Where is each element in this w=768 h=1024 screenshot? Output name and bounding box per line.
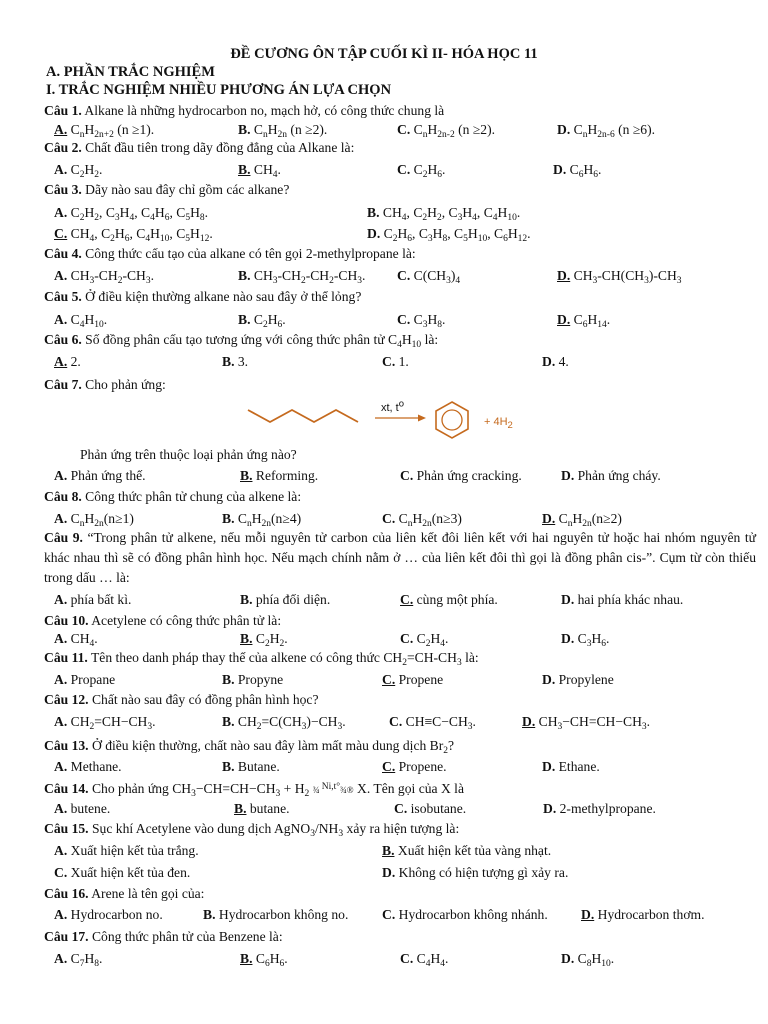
q12-option-c[interactable]: C. $CH\equiv C-CH_3$.: [389, 714, 476, 732]
q6-option-d[interactable]: D. 4.: [542, 354, 569, 369]
q2-option-b[interactable]: B. $CH_4$.: [238, 162, 281, 180]
section-i-heading: I. TRẮC NGHIỆM NHIỀU PHƯƠNG ÁN LỰA CHỌN: [46, 82, 392, 98]
q8-option-c[interactable]: C. $C_nH_{2n}(n\ge 3)$: [382, 511, 462, 529]
benzene-ring: [436, 402, 468, 438]
q12-option-a[interactable]: A. $CH_2=CH-CH_3$.: [54, 714, 156, 732]
q14-option-d[interactable]: D. 2-methylpropane.: [543, 801, 656, 816]
q5-option-d[interactable]: D. $C_6H_{14}$.: [557, 312, 611, 330]
q13-option-c[interactable]: C. Propene.: [382, 759, 447, 774]
question-17: Câu 17. Công thức phân tử của Benzene là:: [44, 929, 283, 944]
q12-option-d[interactable]: D. $CH_3-CH=CH-CH_3$.: [522, 714, 651, 732]
q9-option-c[interactable]: C. cùng một phía.: [400, 592, 498, 607]
hexane-skeleton: [248, 410, 358, 422]
q17-option-a[interactable]: A. $C_7H_8$.: [54, 951, 103, 969]
q16-option-a[interactable]: A. Hydrocarbon no.: [54, 907, 163, 922]
q1-option-d[interactable]: D. $C_nH_{2n-6}$ (n ≥6).: [557, 122, 656, 140]
q8-option-d[interactable]: D. $C_nH_{2n}(n\ge 2)$: [542, 511, 622, 529]
question-11: Câu 11. Tên theo danh pháp thay thế của alkene có công thức $CH_2=CH-CH_3$ là:: [44, 650, 479, 668]
question-1: Câu 1. Alkane là những hydrocarbon no, mạch hở, có công thức chung là: [44, 103, 445, 118]
q11-option-b[interactable]: B. Propyne: [222, 672, 284, 687]
q17-option-d[interactable]: D. $C_8H_{10}$.: [561, 951, 615, 969]
q11-option-d[interactable]: D. Propylene: [542, 672, 614, 687]
question-2: Câu 2. Chất đầu tiên trong dãy đồng đẳng của Alkane là:: [44, 140, 355, 155]
q10-option-c[interactable]: C. $C_2H_4$.: [400, 631, 449, 649]
q12-option-b[interactable]: B. $CH_2=C(CH_3)-CH_3$.: [222, 714, 346, 732]
q13-option-b[interactable]: B. Butane.: [222, 759, 280, 774]
q10-option-b[interactable]: B. $C_2H_2$.: [240, 631, 288, 649]
question-10: Câu 10. Acetylene có công thức phân tử là:: [44, 613, 282, 628]
q4-option-d[interactable]: D. $CH_3-CH(CH_3)-CH_3$: [557, 268, 682, 286]
document-title: ĐỀ CƯƠNG ÔN TẬP CUỐI KÌ II- HÓA HỌC 11: [230, 46, 538, 62]
q15-option-a[interactable]: A. Xuất hiện kết tủa trắng.: [54, 843, 199, 858]
q6-option-b[interactable]: B. 3.: [222, 354, 249, 369]
q7-option-a[interactable]: A. Phản ứng thế.: [54, 468, 146, 483]
q1-option-c[interactable]: C. $C_nH_{2n-2}$ (n ≥2).: [397, 122, 496, 140]
benzene-circle: [442, 410, 462, 430]
q4-option-a[interactable]: A. $CH_3-CH_2-CH_3$.: [54, 268, 155, 286]
section-a-heading: A. PHẦN TRẮC NGHIỆM: [46, 64, 215, 80]
q4-option-c[interactable]: C. $C(CH_3)_4$: [397, 268, 461, 286]
q5-option-c[interactable]: C. $C_3H_8$.: [397, 312, 446, 330]
q14-option-c[interactable]: C. isobutane.: [394, 801, 467, 816]
q14-option-b[interactable]: B. butane.: [234, 801, 290, 816]
q13-option-d[interactable]: D. Ethane.: [542, 759, 600, 774]
q10-option-d[interactable]: D. $C_3H_6$.: [561, 631, 610, 649]
question-16: Câu 16. Arene là tên gọi của:: [44, 886, 205, 901]
q13-option-a[interactable]: A. Methane.: [54, 759, 122, 774]
q9-option-d[interactable]: D. hai phía khác nhau.: [561, 592, 684, 607]
question-15: Câu 15. Sục khí Acetylene vào dung dịch $AgNO_3/NH_3$ xảy ra hiện tượng là:: [44, 821, 460, 839]
q5-option-b[interactable]: B. $C_2H_6$.: [238, 312, 286, 330]
reaction-condition: xt, $t^o$: [381, 398, 405, 414]
q5-option-a[interactable]: A. $C_4H_{10}$.: [54, 312, 108, 330]
q17-option-c[interactable]: C. $C_4H_4$.: [400, 951, 449, 969]
q7-option-b[interactable]: B. Reforming.: [240, 468, 319, 483]
q17-option-b[interactable]: B. $C_6H_6$.: [240, 951, 288, 969]
question-3: Câu 3. Dãy nào sau đây chỉ gồm các alkane?: [44, 182, 290, 197]
q11-option-c[interactable]: C. Propene: [382, 672, 444, 687]
arrow-head: [418, 415, 426, 422]
q9-option-b[interactable]: B. phía đối diện.: [240, 592, 331, 607]
reaction-product: + $4H_2$: [484, 416, 513, 431]
q2-option-a[interactable]: A. $C_2H_2$.: [54, 162, 103, 180]
q16-option-c[interactable]: C. Hydrocarbon không nhánh.: [382, 907, 548, 922]
q2-option-d[interactable]: D. $C_6H_6$.: [553, 162, 602, 180]
q3-option-a[interactable]: A. $C_2H_2$, $C_3H_4$, $C_4H_6$, $C_5H_8$.: [54, 205, 209, 223]
q15-option-c[interactable]: C. Xuất hiện kết tủa đen.: [54, 865, 191, 880]
q1-option-b[interactable]: B. $C_nH_{2n}$ (n ≥2).: [238, 122, 328, 140]
question-13: Câu 13. Ở điều kiện thường, chất nào sau đây làm mất màu dung dịch $Br_2$?: [44, 738, 455, 756]
question-7-subprompt: Phản ứng trên thuộc loại phản ứng nào?: [80, 447, 297, 462]
question-14: Câu 14. Cho phản ứng $CH_3-CH=CH-CH_3 + H_2$ ¾ $^{Ni,t^\circ}$¾® X. Tên gọi của X là: [44, 781, 464, 799]
question-5: Câu 5. Ở điều kiện thường alkane nào sau đây ở thể lỏng?: [44, 289, 362, 304]
q9-option-a[interactable]: A. phía bất kì.: [54, 592, 132, 607]
q4-option-b[interactable]: B. $CH_3-CH_2-CH_2-CH_3$.: [238, 268, 366, 286]
q3-option-b[interactable]: B. $CH_4$, $C_2H_2$, $C_3H_4$, $C_4H_{10}$.: [367, 205, 521, 223]
q14-option-a[interactable]: A. butene.: [54, 801, 111, 816]
q7-option-d[interactable]: D. Phản ứng cháy.: [561, 468, 661, 483]
question-7: Câu 7. Cho phản ứng:: [44, 377, 166, 392]
q2-option-c[interactable]: C. $C_2H_6$.: [397, 162, 446, 180]
q8-option-a[interactable]: A. $C_nH_{2n}(n\ge 1)$: [54, 511, 134, 529]
q8-option-b[interactable]: B. $C_nH_{2n}(n\ge 4)$: [222, 511, 302, 529]
q16-option-d[interactable]: D. Hydrocarbon thơm.: [581, 907, 705, 922]
q15-option-d[interactable]: D. Không có hiện tượng gì xảy ra.: [382, 865, 569, 880]
question-9: Câu 9. “Trong phân tử alkene, nếu mỗi nguyên tử carbon của liên kết đôi liên kết với hai nguyên tử hoặc hai nhóm nguyên tử khác nhau thì sẽ có đồng phân hình học. Nếu mạch chính nằm ở … của liên kết đôi thì gọi là đồng phân cis-”. Cụm từ còn thiếu trong dấu … là:: [44, 530, 756, 585]
question-6: Câu 6. Số đồng phân cấu tạo tương ứng với công thức phân tử $C_4H_{10}$ là:: [44, 332, 439, 350]
question-8: Câu 8. Công thức phân tử chung của alkene là:: [44, 489, 302, 504]
q11-option-a[interactable]: A. Propane: [54, 672, 116, 687]
q1-option-a[interactable]: A. $C_nH_{2n+2}$ (n ≥1).: [54, 122, 155, 140]
q15-option-b[interactable]: B. Xuất hiện kết tủa vàng nhạt.: [382, 843, 552, 858]
question-12: Câu 12. Chất nào sau đây có đồng phân hình học?: [44, 692, 319, 707]
q6-option-a[interactable]: A. 2.: [54, 354, 81, 369]
q16-option-b[interactable]: B. Hydrocarbon không no.: [203, 907, 349, 922]
q6-option-c[interactable]: C. 1.: [382, 354, 409, 369]
q10-option-a[interactable]: A. $CH_4$.: [54, 631, 98, 649]
q7-option-c[interactable]: C. Phản ứng cracking.: [400, 468, 522, 483]
q3-option-d[interactable]: D. $C_2H_6$, $C_3H_8$, $C_5H_{10}$, $C_6H_{12}$.: [367, 226, 531, 244]
question-4: Câu 4. Công thức cấu tạo của alkane có tên gọi 2-methylpropane là:: [44, 246, 416, 261]
q3-option-c[interactable]: C. $CH_4$, $C_2H_6$, $C_4H_{10}$, $C_5H_{12}$.: [54, 226, 213, 244]
